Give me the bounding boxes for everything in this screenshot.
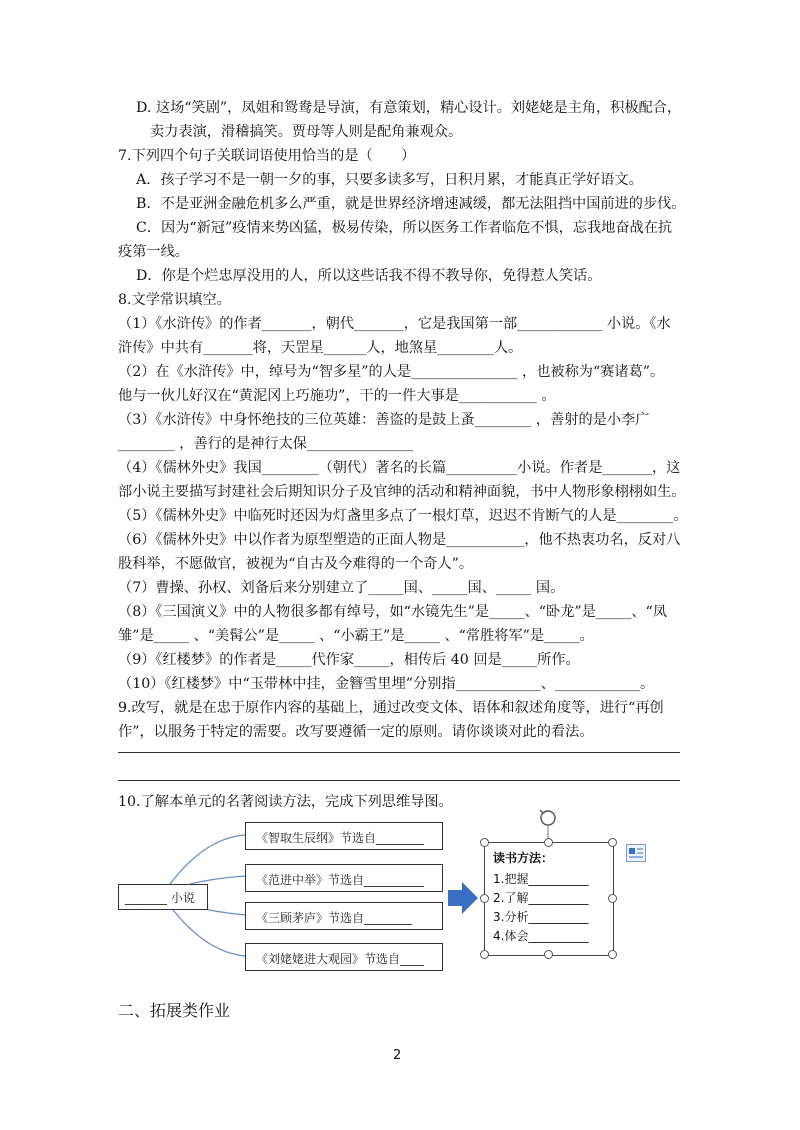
- q7-option-c-line2: 疫第一线。: [118, 244, 189, 260]
- branch-2-label: 《范进中举》节选自__________: [256, 873, 425, 887]
- resize-handle-tm[interactable]: [544, 838, 553, 847]
- question-7: 7.下列四个句子关联词语使用恰当的是（ ）: [118, 148, 416, 164]
- question-8: 8.文学常识填空。: [118, 292, 231, 308]
- resize-handle-ml[interactable]: [480, 894, 489, 903]
- q8-item5: （5）《儒林外史》中临死时还因为灯盏里多点了一根灯草，迟迟不肯断气的人是________。: [118, 508, 688, 524]
- mindmap-branch-2[interactable]: [245, 864, 443, 892]
- reading-method-item-2: 2.了解__________: [493, 891, 589, 905]
- section-title: 二、拓展类作业: [118, 1001, 231, 1020]
- reading-method-item-4: 4.体会__________: [493, 929, 589, 943]
- branch-3-label: 《三顾茅庐》节选自________: [256, 911, 413, 925]
- q8-item4-line2: 部小说主要描写封建社会后期知识分子及官绅的活动和精神面貌，书中人物形象栩栩如生。: [118, 484, 686, 500]
- mindmap-center-box[interactable]: [118, 884, 208, 910]
- q8-item3-line2: ________ ，善行的是神行太保_______________: [118, 436, 414, 452]
- q7-option-c-line1: C．因为“新冠”疫情来势凶猛，极易传染，所以医务工作者临危不惧，忘我地奋战在抗: [136, 220, 673, 236]
- question-10: 10.了解本单元的名著阅读方法，完成下列思维导图。: [118, 794, 453, 810]
- q8-item1-line2: 浒传》中共有_______将，天罡星______人，地煞星________人。: [118, 340, 523, 356]
- q7-option-a: A．孩子学习不是一朝一夕的事，只要多读多写，日积月累，才能真正学好语文。: [136, 172, 643, 188]
- q8-item4-line1: （4）《儒林外史》我国________（朝代）著名的长篇__________小说。作者是_______，这: [118, 460, 681, 476]
- q8-item6-line2: 股科举，不愿做官，被视为“自古及今难得的一个奇人”。: [118, 556, 474, 572]
- question-9-line1: 9.改写，就是在忠于原作内容的基础上，通过改变文体、语体和叙述角度等，进行“再创: [118, 700, 664, 716]
- resize-handle-bl[interactable]: [480, 950, 489, 959]
- resize-handle-br[interactable]: [608, 950, 617, 959]
- mindmap-branch-4[interactable]: [245, 943, 443, 971]
- q8-item2-line2: 他与一伙儿好汉在“黄泥冈上巧施功”，干的一件大事是___________ 。: [118, 388, 556, 404]
- q7-option-d: D．你是个烂忠厚没用的人，所以这些话我不得不教导你，免得惹人笑话。: [136, 268, 602, 284]
- q7-option-b: B．不是亚洲金融危机多么严重，就是世界经济增速减缓，都无法阻挡中国前进的步伐。: [136, 196, 686, 212]
- mindmap-center-label: _______ 小说: [125, 891, 195, 905]
- q8-item2-line1: （2）在《水浒传》中，绰号为“智多星”的人是_______________ ，也被称为“赛诸葛”。: [118, 364, 665, 380]
- reading-method-title: 读书方法：: [493, 851, 554, 865]
- resize-handle-tr[interactable]: [608, 838, 617, 847]
- q8-item8-line1: （8）《三国演义》中的人物很多都有绰号，如“水镜先生”是_____、“卧龙”是_____、“凤: [118, 604, 667, 620]
- reading-method-item-1: 1.把握__________: [493, 872, 589, 886]
- q8-item1-line1: （1）《水浒传》的作者_______，朝代_______，它是我国第一部____________ 小说。《水: [118, 316, 671, 332]
- mindmap-branch-1[interactable]: [245, 822, 443, 850]
- q8-item3-line1: （3）《水浒传》中身怀绝技的三位英雄：善盗的是鼓上蚤________ ，善射的是小李广: [118, 412, 650, 428]
- layout-options-icon[interactable]: [626, 844, 646, 862]
- reading-method-box[interactable]: [484, 842, 614, 956]
- q8-item10: （10）《红楼梦》中“玉带林中挂，金簪雪里埋”分别指____________、____________。: [118, 676, 655, 692]
- branch-1-label: 《智取生辰纲》节选自________: [256, 831, 425, 845]
- q8-item6-line1: （6）《儒林外史》中以作者为原型塑造的正面人物是___________，他不热衷功名，反对八: [118, 532, 681, 548]
- resize-handle-tl[interactable]: [480, 838, 489, 847]
- page-number: 2: [393, 1048, 402, 1063]
- option-d-q6-line1: D. 这场“笑剧”，凤姐和鸳鸯是导演，有意策划，精心设计。刘姥姥是主角，积极配合，: [136, 100, 682, 116]
- reading-method-item-3: 3.分析__________: [493, 910, 589, 924]
- mindmap-branch-3[interactable]: [245, 902, 443, 930]
- branch-4-label: 《刘姥姥进大观园》节选自____: [256, 952, 425, 966]
- q8-item8-line2: 雏”是_____ 、“美髯公”是_____ 、“小霸王”是_____ 、“常胜将军”是_____。: [118, 628, 594, 644]
- option-d-q6-line2: 卖力表演，滑稽搞笑。贾母等人则是配角兼观众。: [150, 124, 463, 140]
- arrow-icon: [448, 882, 478, 914]
- resize-handle-bm[interactable]: [544, 950, 553, 959]
- rotate-handle-icon: [540, 810, 555, 825]
- question-9-line2: 作”，以服务于特定的需要。改写要遵循一定的原则。请你谈谈对此的看法。: [118, 724, 594, 740]
- q8-item9: （9）《红楼梦》的作者是_____代作家_____，相传后 40 回是_____所作。: [118, 652, 580, 668]
- q8-item7: （7）曹操、孙权、刘备后来分别建立了_____国、_____国、_____ 国。: [118, 580, 565, 596]
- resize-handle-mr[interactable]: [608, 894, 617, 903]
